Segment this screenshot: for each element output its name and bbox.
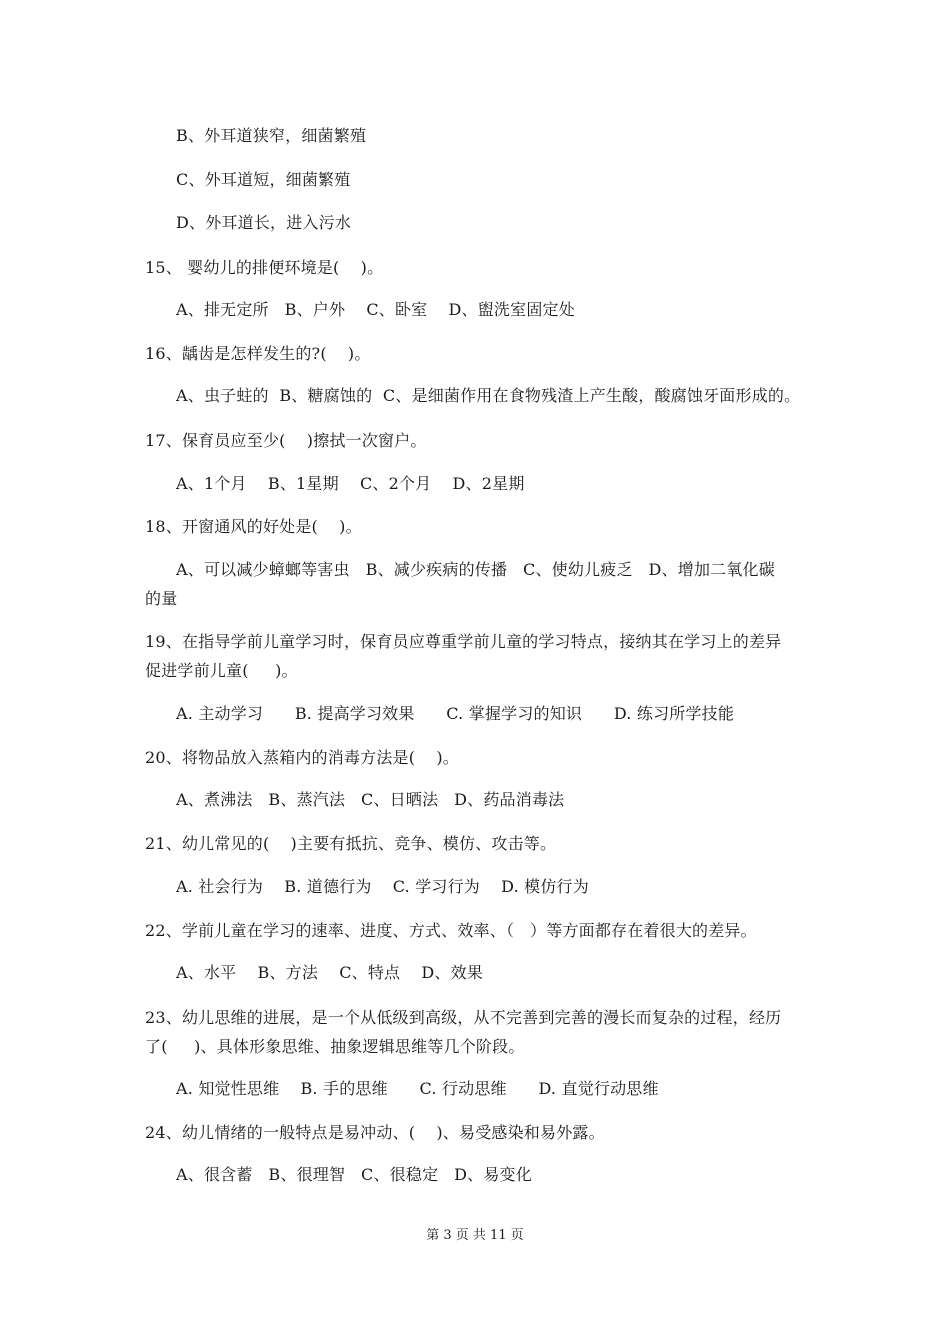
answer-options: C、外耳道短，细菌繁殖 [176, 170, 351, 189]
answer-options: B、外耳道狭窄，细菌繁殖 [176, 126, 367, 145]
answer-options: A、煮沸法 B、蒸汽法 C、日晒法 D、药品消毒法 [176, 790, 565, 809]
question-text: 了( )、具体形象思维、抽象逻辑思维等几个阶段。 [145, 1037, 525, 1056]
question-text: 20、将物品放入蒸箱内的消毒方法是( )。 [145, 748, 459, 767]
question-text: 24、幼儿情绪的一般特点是易冲动、( )、易受感染和易外露。 [145, 1123, 605, 1142]
question-text: 22、学前儿童在学习的速率、进度、方式、效率、（ ）等方面都存在着很大的差异。 [145, 921, 757, 940]
answer-options: A、很含蓄 B、很理智 C、很稳定 D、易变化 [176, 1165, 532, 1184]
answer-options: A、水平 B、方法 C、特点 D、效果 [176, 963, 484, 982]
answer-options: A. 主动学习 B. 提高学习效果 C. 掌握学习的知识 D. 练习所学技能 [176, 704, 735, 723]
answer-options: A、可以减少蟑螂等害虫 B、减少疾病的传播 C、使幼儿疲乏 D、增加二氧化碳 [176, 560, 775, 579]
answer-options: A. 社会行为 B. 道德行为 C. 学习行为 D. 模仿行为 [176, 877, 589, 896]
question-text: 19、在指导学前儿童学习时，保育员应尊重学前儿童的学习特点，接纳其在学习上的差异 [145, 632, 782, 651]
question-text: 21、幼儿常见的( )主要有抵抗、竞争、模仿、攻击等。 [145, 834, 557, 853]
answer-options: A. 知觉性思维 B. 手的思维 C. 行动思维 D. 直觉行动思维 [176, 1079, 659, 1098]
question-text: 23、幼儿思维的进展，是一个从低级到高级，从不完善到完善的漫长而复杂的过程，经历 [145, 1008, 782, 1027]
question-text: 促进学前儿童( )。 [145, 661, 298, 680]
answer-options: A、虫子蛀的 B、糖腐蚀的 C、是细菌作用在食物残渣上产生酸，酸腐蚀牙面形成的。 [176, 386, 801, 405]
question-text: 18、开窗通风的好处是( )。 [145, 517, 362, 536]
question-text: 17、保育员应至少( )擦拭一次窗户。 [145, 431, 427, 450]
answer-options: A、1个月 B、1星期 C、2个月 D、2星期 [176, 474, 525, 493]
page-footer: 第 3 页 共 11 页 [426, 1228, 524, 1243]
question-text: 15、 婴幼儿的排便环境是( )。 [145, 258, 384, 277]
question-text: 16、龋齿是怎样发生的?( )。 [145, 344, 371, 363]
answer-options: D、外耳道长，进入污水 [176, 213, 352, 232]
answer-options: A、排无定所 B、户外 C、卧室 D、盥洗室固定处 [176, 300, 575, 319]
question-text: 的量 [145, 589, 178, 608]
